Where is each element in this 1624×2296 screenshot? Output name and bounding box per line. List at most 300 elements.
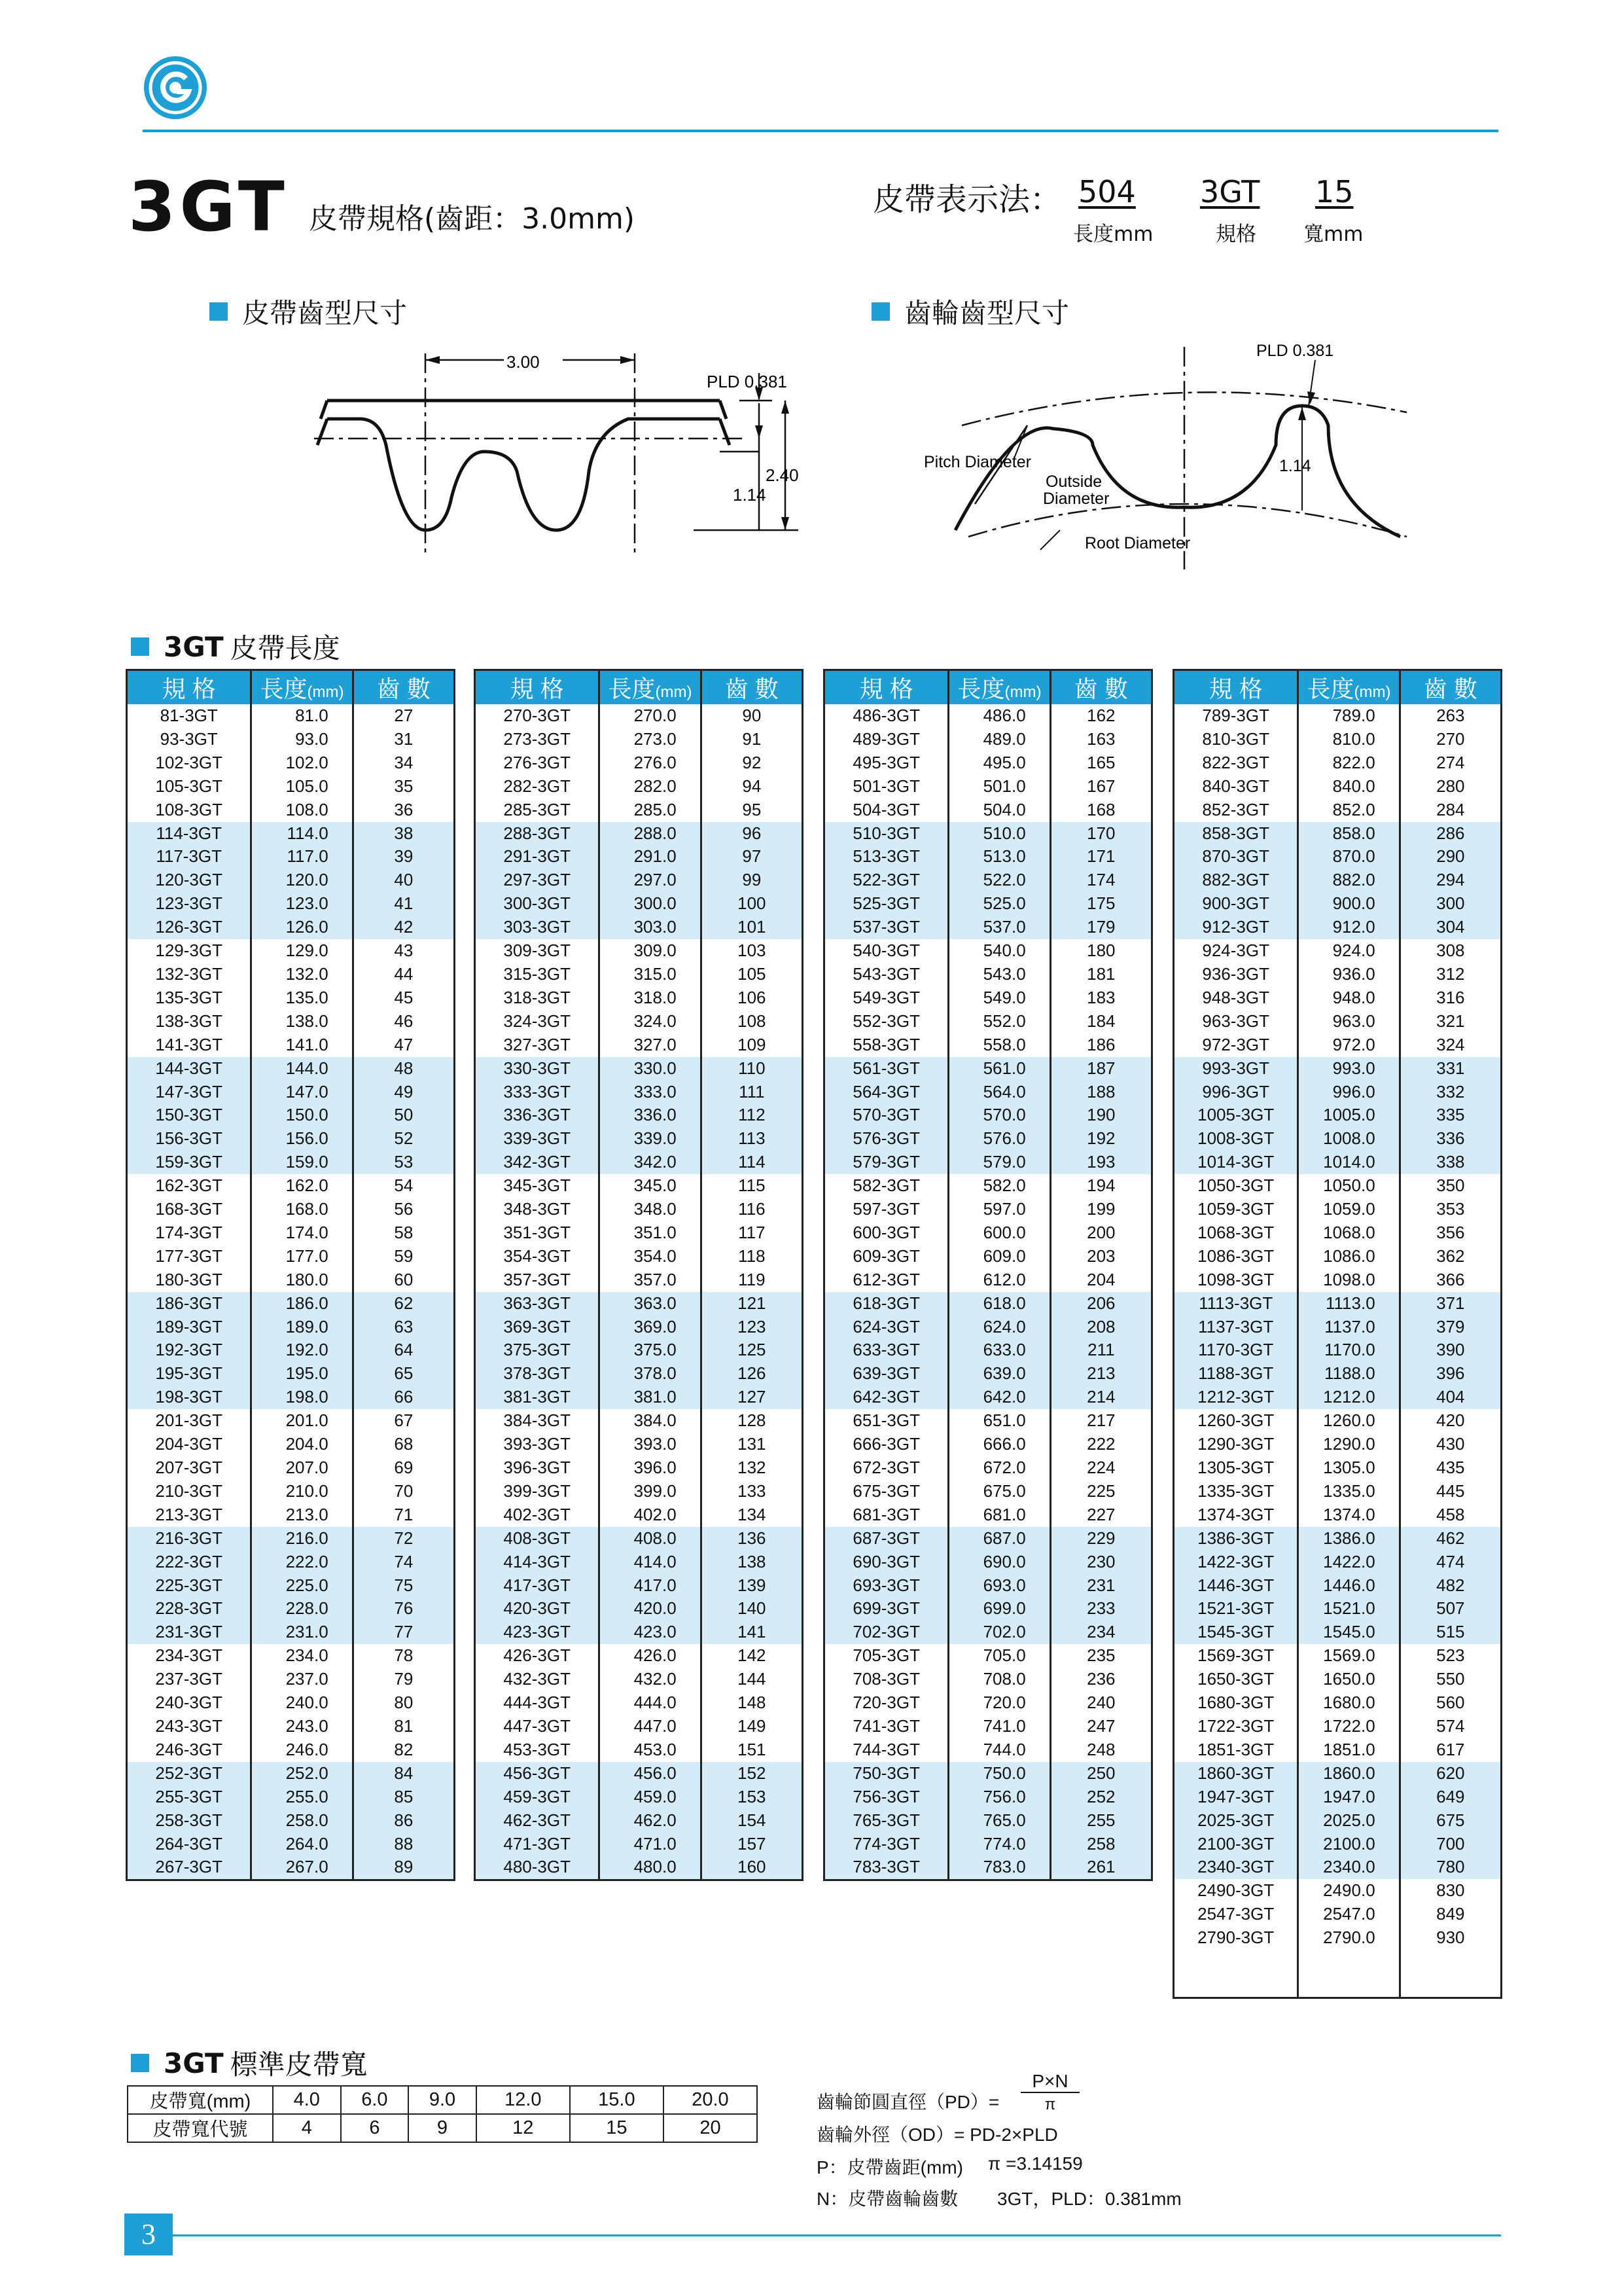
table-row xyxy=(127,1151,455,1174)
spec-cell: 216-3GT xyxy=(127,1527,251,1551)
teeth-cell: 366 xyxy=(1436,1269,1465,1289)
spec-cell: 2790-3GT xyxy=(1174,1926,1298,1950)
table-row xyxy=(1174,916,1502,939)
teeth-cell: 188 xyxy=(1050,1081,1152,1104)
teeth-cell: 482 xyxy=(1400,1574,1501,1598)
table-row xyxy=(475,1386,803,1409)
teeth-cell: 157 xyxy=(701,1833,802,1856)
length-cell: 600.0 xyxy=(949,1221,1050,1245)
spec-cell: 858-3GT xyxy=(1174,822,1298,846)
spec-cell: 273-3GT xyxy=(475,728,599,751)
teeth-cell: 321 xyxy=(1436,1011,1465,1031)
teeth-cell: 136 xyxy=(701,1527,802,1551)
length-cell: 120.0 xyxy=(251,869,353,892)
table-row xyxy=(824,1597,1152,1621)
length-cell: 789.0 xyxy=(1298,704,1400,728)
formula-p-def: P：皮帶齒距(mm) xyxy=(817,2157,963,2178)
spec-cell: 810-3GT xyxy=(1174,728,1298,751)
length-cell: 303.0 xyxy=(599,916,701,939)
teeth-cell: 213 xyxy=(1050,1362,1152,1386)
table-row xyxy=(1174,1551,1502,1574)
formula-pd-label: 齒輪節圓直徑（PD）= xyxy=(817,2092,1000,2112)
spec-cell: 765-3GT xyxy=(824,1809,949,1833)
length-cell: 363.0 xyxy=(599,1292,701,1316)
length-cell: 480.0 xyxy=(599,1856,701,1880)
table-row xyxy=(824,1245,1152,1268)
table-row xyxy=(824,1010,1152,1033)
length-cell: 444.0 xyxy=(599,1691,701,1715)
header-spec: 規 格 xyxy=(127,670,251,705)
length-cell: 972.0 xyxy=(1298,1033,1400,1057)
spec-cell: 426-3GT xyxy=(475,1644,599,1668)
table-row xyxy=(824,1103,1152,1127)
teeth-cell: 507 xyxy=(1400,1597,1501,1621)
length-cell: 1137.0 xyxy=(1298,1316,1400,1339)
spec-cell: 963-3GT xyxy=(1174,1010,1298,1033)
teeth-cell: 560 xyxy=(1436,1693,1465,1713)
table-row xyxy=(127,1221,455,1245)
header-length-unit: (mm) xyxy=(655,683,692,701)
length-cell: 618.0 xyxy=(949,1292,1050,1316)
table-row xyxy=(824,1174,1152,1198)
table-row xyxy=(127,1386,455,1409)
teeth-cell: 53 xyxy=(353,1151,454,1174)
table-row xyxy=(475,1292,803,1316)
table-row xyxy=(127,1362,455,1386)
table-row xyxy=(1174,1715,1502,1738)
spec-cell: 192-3GT xyxy=(127,1338,251,1362)
teeth-cell: 175 xyxy=(1050,892,1152,916)
width-code-cell: 15 xyxy=(570,2114,663,2142)
spec-cell: 150-3GT xyxy=(127,1103,251,1127)
length-cell: 633.0 xyxy=(949,1338,1050,1362)
table-row xyxy=(475,1316,803,1339)
bullet-square-icon xyxy=(209,302,228,321)
length-cell: 651.0 xyxy=(949,1409,1050,1433)
teeth-cell: 97 xyxy=(701,845,802,869)
table-row xyxy=(127,892,455,916)
teeth-cell: 350 xyxy=(1436,1175,1465,1196)
table-row xyxy=(127,1292,455,1316)
teeth-cell: 64 xyxy=(353,1338,454,1362)
length-cell: 180.0 xyxy=(251,1268,353,1292)
spec-cell: 1059-3GT xyxy=(1174,1198,1298,1221)
table-row xyxy=(824,1856,1152,1880)
spec-cell: 207-3GT xyxy=(127,1456,251,1480)
teeth-cell: 165 xyxy=(1087,752,1116,772)
spec-cell: 231-3GT xyxy=(127,1621,251,1644)
teeth-cell: 222 xyxy=(1087,1434,1116,1454)
header-spec: 規 格 xyxy=(475,670,599,705)
spec-cell: 501-3GT xyxy=(824,775,949,798)
length-cell: 186.0 xyxy=(251,1292,353,1316)
teeth-cell: 95 xyxy=(742,799,762,819)
teeth-cell: 304 xyxy=(1400,916,1501,939)
length-cell: 348.0 xyxy=(599,1198,701,1221)
spec-cell: 948-3GT xyxy=(1174,986,1298,1010)
length-table-header xyxy=(1174,670,1502,705)
table-row xyxy=(824,1456,1152,1480)
length-cell: 297.0 xyxy=(599,869,701,892)
table-row xyxy=(127,1809,455,1833)
teeth-cell: 335 xyxy=(1400,1103,1501,1127)
spec-cell: 720-3GT xyxy=(824,1691,949,1715)
length-cell: 1446.0 xyxy=(1298,1574,1400,1598)
teeth-cell: 42 xyxy=(353,916,454,939)
spec-cell: 105-3GT xyxy=(127,775,251,798)
teeth-cell: 179 xyxy=(1050,916,1152,939)
spec-cell: 840-3GT xyxy=(1174,775,1298,798)
spec-cell: 756-3GT xyxy=(824,1785,949,1809)
teeth-cell: 59 xyxy=(394,1246,414,1266)
teeth-cell: 72 xyxy=(353,1527,454,1551)
table-row xyxy=(824,1198,1152,1221)
table-row xyxy=(824,1316,1152,1339)
table-row xyxy=(824,1151,1152,1174)
length-cell: 1008.0 xyxy=(1298,1127,1400,1151)
length-cell: 693.0 xyxy=(949,1574,1050,1598)
header-length-text: 長度 xyxy=(1307,675,1354,702)
teeth-cell: 284 xyxy=(1436,799,1465,819)
teeth-cell: 134 xyxy=(737,1504,766,1524)
length-cell: 129.0 xyxy=(251,939,353,963)
spec-cell: 822-3GT xyxy=(1174,751,1298,775)
length-cell: 1005.0 xyxy=(1298,1103,1400,1127)
teeth-cell: 336 xyxy=(1400,1127,1501,1151)
notation-label: 皮帶表示法： xyxy=(873,181,1062,218)
table-row xyxy=(1174,1456,1502,1480)
length-cell: 234.0 xyxy=(251,1644,353,1668)
table-row xyxy=(1174,1268,1502,1292)
teeth-cell: 236 xyxy=(1087,1669,1116,1689)
spec-cell: 255-3GT xyxy=(127,1785,251,1809)
spec-cell: 495-3GT xyxy=(824,751,949,775)
spec-cell: 783-3GT xyxy=(824,1856,949,1880)
length-cell: 1860.0 xyxy=(1298,1762,1400,1785)
teeth-cell: 362 xyxy=(1436,1246,1465,1266)
length-cell: 417.0 xyxy=(599,1574,701,1598)
length-cell: 384.0 xyxy=(599,1409,701,1433)
length-cell: 495.0 xyxy=(949,751,1050,775)
header-length-text: 長度 xyxy=(260,675,308,702)
teeth-cell: 550 xyxy=(1436,1669,1465,1689)
table-row xyxy=(1174,1950,1502,1973)
teeth-cell: 617 xyxy=(1436,1739,1465,1759)
table-row xyxy=(824,986,1152,1010)
spec-cell: 270-3GT xyxy=(475,704,599,728)
table-row xyxy=(475,1785,803,1809)
table-row xyxy=(1174,1809,1502,1833)
teeth-cell: 27 xyxy=(394,706,414,725)
table-row xyxy=(127,1644,455,1668)
spec-cell: 1290-3GT xyxy=(1174,1433,1298,1456)
length-cell: 582.0 xyxy=(949,1174,1050,1198)
table-row xyxy=(127,1503,455,1527)
teeth-cell: 474 xyxy=(1400,1551,1501,1574)
table-row xyxy=(1174,939,1502,963)
length-cell: 288.0 xyxy=(599,822,701,846)
teeth-cell: 68 xyxy=(394,1434,414,1454)
table-row xyxy=(475,822,803,846)
length-cell: 273.0 xyxy=(599,728,701,751)
belt-pitch-label: 3.00 xyxy=(506,352,540,372)
teeth-cell: 31 xyxy=(394,728,414,749)
spec-cell: 369-3GT xyxy=(475,1316,599,1339)
notation-length-caption: 長度mm xyxy=(1073,223,1154,246)
spec-cell: 2100-3GT xyxy=(1174,1833,1298,1856)
teeth-cell: 217 xyxy=(1087,1410,1116,1431)
teeth-cell: 286 xyxy=(1400,822,1501,846)
formula-pi-def: π =3.14159 xyxy=(988,2153,1083,2174)
header-teeth: 齒 數 xyxy=(1050,670,1152,705)
spec-cell: 144-3GT xyxy=(127,1057,251,1081)
spec-cell: 447-3GT xyxy=(475,1715,599,1738)
length-cell: 2490.0 xyxy=(1298,1879,1400,1903)
spec-cell: 2025-3GT xyxy=(1174,1809,1298,1833)
teeth-cell: 233 xyxy=(1050,1597,1152,1621)
length-cell: 2547.0 xyxy=(1298,1903,1400,1926)
spec-cell: 414-3GT xyxy=(475,1551,599,1574)
length-cell: 1650.0 xyxy=(1298,1668,1400,1691)
teeth-cell: 234 xyxy=(1050,1621,1152,1644)
teeth-cell: 70 xyxy=(394,1480,414,1501)
spec-cell: 2490-3GT xyxy=(1174,1879,1298,1903)
length-cell: 501.0 xyxy=(949,775,1050,798)
length-cell: 708.0 xyxy=(949,1668,1050,1691)
spec-cell: 1212-3GT xyxy=(1174,1386,1298,1409)
spec-cell: 159-3GT xyxy=(127,1151,251,1174)
length-cell: 192.0 xyxy=(251,1338,353,1362)
teeth-cell: 110 xyxy=(701,1057,802,1081)
table-row xyxy=(475,1456,803,1480)
table-row xyxy=(1174,1644,1502,1668)
spec-cell: 609-3GT xyxy=(824,1245,949,1268)
table-row xyxy=(824,1480,1152,1503)
teeth-cell: 649 xyxy=(1400,1785,1501,1809)
teeth-cell: 109 xyxy=(737,1034,766,1054)
table-row xyxy=(127,1856,455,1880)
teeth-cell: 290 xyxy=(1400,845,1501,869)
table-row xyxy=(824,1386,1152,1409)
table-row xyxy=(1174,1221,1502,1245)
teeth-cell: 36 xyxy=(394,799,414,819)
spec-cell: 180-3GT xyxy=(127,1268,251,1292)
table-row xyxy=(824,916,1152,939)
length-cell: 378.0 xyxy=(599,1362,701,1386)
table-row xyxy=(824,939,1152,963)
table-row xyxy=(824,1127,1152,1151)
spec-cell: 198-3GT xyxy=(127,1386,251,1409)
table-row xyxy=(127,1762,455,1785)
teeth-cell: 300 xyxy=(1400,892,1501,916)
length-cell: 300.0 xyxy=(599,892,701,916)
width-code-cell: 4 xyxy=(273,2114,341,2142)
teeth-cell: 141 xyxy=(701,1621,802,1644)
teeth-cell: 76 xyxy=(353,1597,454,1621)
spec-cell: 318-3GT xyxy=(475,986,599,1010)
teeth-cell: 252 xyxy=(1050,1785,1152,1809)
spec-cell: 705-3GT xyxy=(824,1644,949,1668)
teeth-cell: 123 xyxy=(701,1316,802,1339)
teeth-cell: 34 xyxy=(394,752,414,772)
table-row xyxy=(127,1715,455,1738)
length-cell: 1212.0 xyxy=(1298,1386,1400,1409)
teeth-cell: 75 xyxy=(353,1574,454,1598)
teeth-cell: 174 xyxy=(1050,869,1152,892)
table-row xyxy=(1174,1926,1502,1950)
teeth-cell: 675 xyxy=(1400,1809,1501,1833)
table-row xyxy=(824,1668,1152,1691)
length-cell: 198.0 xyxy=(251,1386,353,1409)
length-cell: 765.0 xyxy=(949,1809,1050,1833)
spec-cell: 543-3GT xyxy=(824,963,949,986)
teeth-cell: 163 xyxy=(1087,728,1116,749)
length-cell: 624.0 xyxy=(949,1316,1050,1339)
length-cell: 750.0 xyxy=(949,1762,1050,1785)
teeth-cell: 111 xyxy=(701,1081,802,1104)
table-row xyxy=(475,845,803,869)
formula-pld-def: 3GT，PLD：0.381mm xyxy=(997,2189,1182,2209)
spec-cell: 120-3GT xyxy=(127,869,251,892)
length-cell: 579.0 xyxy=(949,1151,1050,1174)
teeth-cell: 101 xyxy=(701,916,802,939)
teeth-cell: 139 xyxy=(701,1574,802,1598)
table-row xyxy=(127,1268,455,1292)
spec-cell: 282-3GT xyxy=(475,775,599,798)
length-cell: 642.0 xyxy=(949,1386,1050,1409)
spec-cell: 456-3GT xyxy=(475,1762,599,1785)
table-row xyxy=(1174,1362,1502,1386)
length-cell: 258.0 xyxy=(251,1809,353,1833)
teeth-cell: 250 xyxy=(1050,1762,1152,1785)
teeth-cell: 128 xyxy=(737,1410,766,1431)
length-cell: 1422.0 xyxy=(1298,1551,1400,1574)
table-row xyxy=(824,1221,1152,1245)
spec-cell: 462-3GT xyxy=(475,1809,599,1833)
teeth-cell: 338 xyxy=(1400,1151,1501,1174)
table-row xyxy=(1174,775,1502,798)
length-cell: 414.0 xyxy=(599,1551,701,1574)
table-row xyxy=(127,1010,455,1033)
spec-cell: 489-3GT xyxy=(824,728,949,751)
table-row xyxy=(475,775,803,798)
spec-cell: 378-3GT xyxy=(475,1362,599,1386)
table-row xyxy=(127,751,455,775)
spec-cell: 471-3GT xyxy=(475,1833,599,1856)
length-cell: 744.0 xyxy=(949,1738,1050,1762)
table-row xyxy=(127,1738,455,1762)
table-row xyxy=(1174,869,1502,892)
teeth-cell: 35 xyxy=(394,776,414,796)
spec-cell: 1569-3GT xyxy=(1174,1644,1298,1668)
length-cell: 246.0 xyxy=(251,1738,353,1762)
bullet-square-icon xyxy=(872,302,890,321)
length-cell: 357.0 xyxy=(599,1268,701,1292)
spec-cell: 612-3GT xyxy=(824,1268,949,1292)
length-cell xyxy=(1298,1973,1400,1998)
table-row xyxy=(824,1433,1152,1456)
table-row xyxy=(127,986,455,1010)
spec-cell: 882-3GT xyxy=(1174,869,1298,892)
length-cell: 327.0 xyxy=(599,1033,701,1057)
table-row xyxy=(127,1785,455,1809)
table-row xyxy=(127,1127,455,1151)
teeth-cell: 154 xyxy=(701,1809,802,1833)
spec-cell: 480-3GT xyxy=(475,1856,599,1880)
length-cell: 210.0 xyxy=(251,1480,353,1503)
teeth-cell: 270 xyxy=(1436,728,1465,749)
header-length-unit: (mm) xyxy=(1004,683,1042,701)
table-row xyxy=(127,1409,455,1433)
table-row xyxy=(127,1338,455,1362)
teeth-cell: 71 xyxy=(394,1504,414,1524)
teeth-cell: 312 xyxy=(1436,963,1465,984)
spec-cell: 486-3GT xyxy=(824,704,949,728)
length-cell: 687.0 xyxy=(949,1527,1050,1551)
table-row xyxy=(1174,1856,1502,1879)
length-table-4 xyxy=(1173,669,1502,1999)
length-cell: 525.0 xyxy=(949,892,1050,916)
spec-cell: 687-3GT xyxy=(824,1527,949,1551)
length-cell: 870.0 xyxy=(1298,845,1400,869)
formula-pd-numerator: P×N xyxy=(1021,2071,1080,2093)
header-length xyxy=(949,670,1050,705)
length-cell: 222.0 xyxy=(251,1551,353,1574)
spec-cell: 300-3GT xyxy=(475,892,599,916)
outside-diameter-label-1: Outside xyxy=(1046,473,1103,491)
teeth-cell: 43 xyxy=(394,941,414,961)
table-row xyxy=(824,963,1152,986)
length-cell: 858.0 xyxy=(1298,822,1400,846)
teeth-cell: 78 xyxy=(394,1645,414,1666)
spec-cell: 324-3GT xyxy=(475,1010,599,1033)
header-length-text: 長度 xyxy=(957,675,1005,702)
table-row xyxy=(1174,1057,1502,1081)
spec-cell: 210-3GT xyxy=(127,1480,251,1503)
spec-cell: 81-3GT xyxy=(127,704,251,728)
spec-cell: 1650-3GT xyxy=(1174,1668,1298,1691)
table-row xyxy=(127,1245,455,1268)
length-cell: 840.0 xyxy=(1298,775,1400,798)
teeth-cell: 171 xyxy=(1050,845,1152,869)
length-cell: 237.0 xyxy=(251,1668,353,1691)
spec-cell: 1680-3GT xyxy=(1174,1691,1298,1715)
table-row xyxy=(127,775,455,798)
spec-cell: 579-3GT xyxy=(824,1151,949,1174)
bullet-square-icon xyxy=(131,2054,149,2072)
table-row xyxy=(824,775,1152,798)
length-cell: 852.0 xyxy=(1298,798,1400,822)
spec-cell: 789-3GT xyxy=(1174,704,1298,728)
table-row xyxy=(127,1480,455,1503)
length-cell: 240.0 xyxy=(251,1691,353,1715)
table-row xyxy=(1174,1762,1502,1785)
table-row xyxy=(127,822,455,846)
length-cell: 1722.0 xyxy=(1298,1715,1400,1738)
length-cell: 282.0 xyxy=(599,775,701,798)
teeth-cell: 420 xyxy=(1436,1410,1465,1431)
spec-cell: 552-3GT xyxy=(824,1010,949,1033)
teeth-cell: 67 xyxy=(394,1410,414,1431)
length-cell: 318.0 xyxy=(599,986,701,1010)
teeth-cell: 99 xyxy=(701,869,802,892)
length-cell: 159.0 xyxy=(251,1151,353,1174)
length-cell: 924.0 xyxy=(1298,939,1400,963)
table-row xyxy=(1174,845,1502,869)
length-cell: 375.0 xyxy=(599,1338,701,1362)
length-cell: 471.0 xyxy=(599,1833,701,1856)
table-row xyxy=(824,704,1152,728)
